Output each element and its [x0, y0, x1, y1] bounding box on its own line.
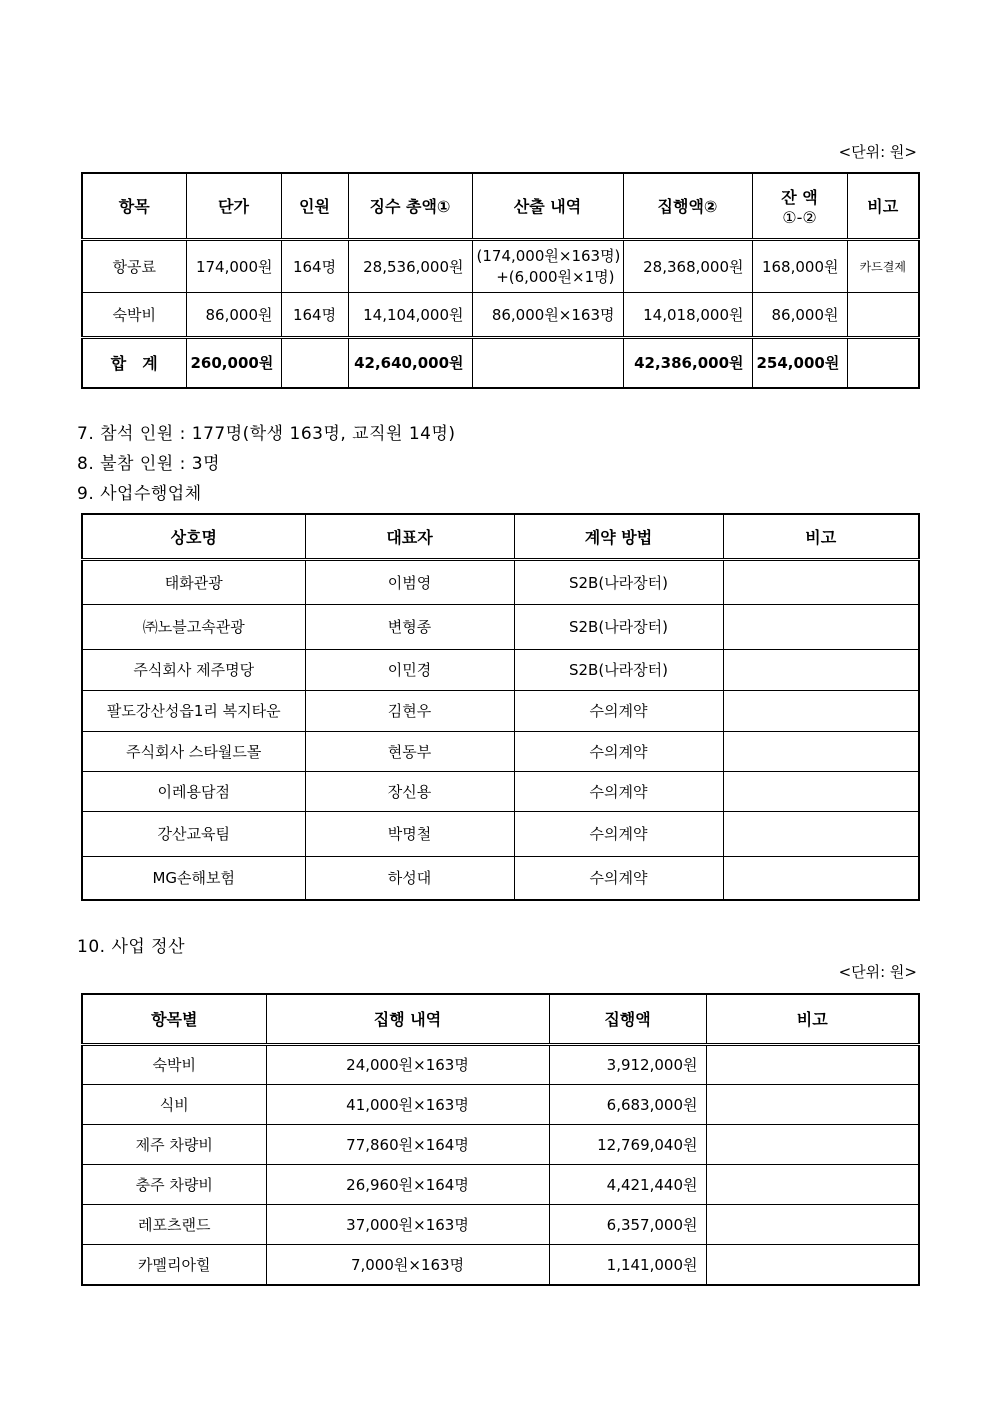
table2-header-company: 상호명 — [82, 514, 305, 559]
cell-execution-details: 26,960원×164명 — [266, 1164, 549, 1204]
expense-summary-table — [81, 172, 920, 389]
cell-calculation — [472, 239, 623, 292]
cell-contract-method: S2B(나라장터) — [514, 559, 723, 604]
cell-contract-method: 수의계약 — [514, 690, 723, 731]
cell-remark — [706, 1164, 919, 1204]
total-calculation — [472, 337, 623, 388]
cell-company: 팔도강산성읍1리 복지타운 — [82, 690, 305, 731]
table1-header-unit-price: 단가 — [186, 173, 281, 239]
table-row — [82, 604, 919, 649]
contractor-table — [81, 513, 920, 901]
cell-representative: 변형종 — [305, 604, 514, 649]
cell-company: 태화관광 — [82, 559, 305, 604]
table-row — [82, 1124, 919, 1164]
cell-collected-total: 28,536,000원 — [348, 239, 472, 292]
cell-balance: 86,000원 — [752, 292, 847, 337]
cell-executed-amount: 6,357,000원 — [549, 1204, 706, 1244]
cell-execution-details: 37,000원×163명 — [266, 1204, 549, 1244]
cell-remark — [723, 559, 919, 604]
cell-representative: 현동부 — [305, 731, 514, 771]
cell-remark — [706, 1044, 919, 1084]
table-row — [82, 690, 919, 731]
cell-people: 164명 — [281, 292, 348, 337]
table-row — [82, 1084, 919, 1124]
cell-representative: 하성대 — [305, 856, 514, 900]
table1-header-collected-total: 징수 총액① — [348, 173, 472, 239]
table1-header-executed: 집행액② — [623, 173, 752, 239]
total-executed: 42,386,000원 — [623, 337, 752, 388]
cell-people: 164명 — [281, 239, 348, 292]
table-row — [82, 856, 919, 900]
cell-calculation: 86,000원×163명 — [472, 292, 623, 337]
cell-representative: 이민경 — [305, 649, 514, 690]
section-10-title: 10. 사업 정산 — [77, 937, 186, 957]
cell-contract-method: 수의계약 — [514, 811, 723, 856]
cell-contract-method: 수의계약 — [514, 731, 723, 771]
cell-representative: 이범영 — [305, 559, 514, 604]
table3-header-execution-details: 집행 내역 — [266, 994, 549, 1044]
cell-item: 항공료 — [82, 239, 186, 292]
cell-execution-details: 41,000원×163명 — [266, 1084, 549, 1124]
table-row — [82, 239, 919, 292]
cell-representative: 박명철 — [305, 811, 514, 856]
table3-header-row — [82, 994, 919, 1044]
table1-header-people: 인원 — [281, 173, 348, 239]
table2-header-row — [82, 514, 919, 559]
cell-contract-method: S2B(나라장터) — [514, 649, 723, 690]
table-row — [82, 1164, 919, 1204]
settlement-table — [81, 993, 920, 1286]
table3-header-category: 항목별 — [82, 994, 266, 1044]
cell-category: 카멜리아힐 — [82, 1244, 266, 1285]
cell-executed-amount: 3,912,000원 — [549, 1044, 706, 1084]
cell-category: 식비 — [82, 1084, 266, 1124]
table1-header-balance — [752, 173, 847, 239]
cell-company: MG손해보험 — [82, 856, 305, 900]
total-unit-price: 260,000원 — [186, 337, 281, 388]
cell-executed: 28,368,000원 — [623, 239, 752, 292]
cell-remark — [706, 1244, 919, 1285]
table2-header-remark: 비고 — [723, 514, 919, 559]
cell-calculation-line1: (174,000원×163명) — [476, 247, 621, 265]
table1-total-row — [82, 337, 919, 388]
cell-remark — [723, 731, 919, 771]
cell-company: 강산교육팀 — [82, 811, 305, 856]
table1-header-balance-label: 잔 액 — [781, 187, 818, 207]
total-collected: 42,640,000원 — [348, 337, 472, 388]
cell-category: 숙박비 — [82, 1044, 266, 1084]
cell-item: 숙박비 — [82, 292, 186, 337]
cell-remark: 카드결제 — [847, 239, 919, 292]
unit-label-1: <단위: 원> — [838, 143, 917, 161]
cell-executed-amount: 1,141,000원 — [549, 1244, 706, 1285]
cell-contract-method: 수의계약 — [514, 856, 723, 900]
table-row — [82, 731, 919, 771]
cell-remark — [723, 856, 919, 900]
table1-header-item: 항목 — [82, 173, 186, 239]
total-people — [281, 337, 348, 388]
table-row — [82, 559, 919, 604]
table3-header-executed-amount: 집행액 — [549, 994, 706, 1044]
table1-header-remark: 비고 — [847, 173, 919, 239]
cell-representative: 장신용 — [305, 771, 514, 811]
cell-category: 제주 차량비 — [82, 1124, 266, 1164]
total-remark — [847, 337, 919, 388]
table2-header-contract-method: 계약 방법 — [514, 514, 723, 559]
table1-header-calculation: 산출 내역 — [472, 173, 623, 239]
cell-remark — [706, 1204, 919, 1244]
cell-execution-details: 7,000원×163명 — [266, 1244, 549, 1285]
cell-executed-amount: 6,683,000원 — [549, 1084, 706, 1124]
cell-contract-method: 수의계약 — [514, 771, 723, 811]
table1-header-balance-formula: ①-② — [782, 207, 817, 227]
unit-label-2: <단위: 원> — [838, 963, 917, 981]
cell-execution-details: 77,860원×164명 — [266, 1124, 549, 1164]
table3-header-remark: 비고 — [706, 994, 919, 1044]
cell-company: ㈜노블고속관광 — [82, 604, 305, 649]
cell-remark — [706, 1124, 919, 1164]
table-row — [82, 1044, 919, 1084]
table-row — [82, 649, 919, 690]
cell-remark — [723, 690, 919, 731]
cell-company: 주식회사 제주명당 — [82, 649, 305, 690]
table-row — [82, 771, 919, 811]
cell-contract-method: S2B(나라장터) — [514, 604, 723, 649]
cell-executed-amount: 4,421,440원 — [549, 1164, 706, 1204]
cell-company: 이레용담점 — [82, 771, 305, 811]
table-row — [82, 1204, 919, 1244]
cell-remark — [723, 604, 919, 649]
cell-remark — [706, 1084, 919, 1124]
cell-category: 충주 차량비 — [82, 1164, 266, 1204]
cell-remark — [723, 771, 919, 811]
cell-executed: 14,018,000원 — [623, 292, 752, 337]
total-label: 합 계 — [82, 337, 186, 388]
section-9-title: 9. 사업수행업체 — [77, 484, 202, 504]
table-row — [82, 1244, 919, 1285]
table-row — [82, 292, 919, 337]
section-7-attendance: 7. 참석 인원 : 177명(학생 163명, 교직원 14명) — [77, 424, 456, 444]
cell-company: 주식회사 스타월드몰 — [82, 731, 305, 771]
cell-balance: 168,000원 — [752, 239, 847, 292]
cell-collected-total: 14,104,000원 — [348, 292, 472, 337]
cell-calculation-line2: +(6,000원×1명) — [496, 268, 615, 286]
table-row — [82, 811, 919, 856]
cell-execution-details: 24,000원×163명 — [266, 1044, 549, 1084]
cell-executed-amount: 12,769,040원 — [549, 1124, 706, 1164]
table1-header-row — [82, 173, 919, 239]
cell-unit-price: 174,000원 — [186, 239, 281, 292]
cell-remark — [847, 292, 919, 337]
total-balance: 254,000원 — [752, 337, 847, 388]
cell-category: 레포츠랜드 — [82, 1204, 266, 1244]
cell-remark — [723, 649, 919, 690]
cell-unit-price: 86,000원 — [186, 292, 281, 337]
section-8-absence: 8. 불참 인원 : 3명 — [77, 454, 220, 474]
cell-remark — [723, 811, 919, 856]
cell-representative: 김현우 — [305, 690, 514, 731]
table2-header-representative: 대표자 — [305, 514, 514, 559]
